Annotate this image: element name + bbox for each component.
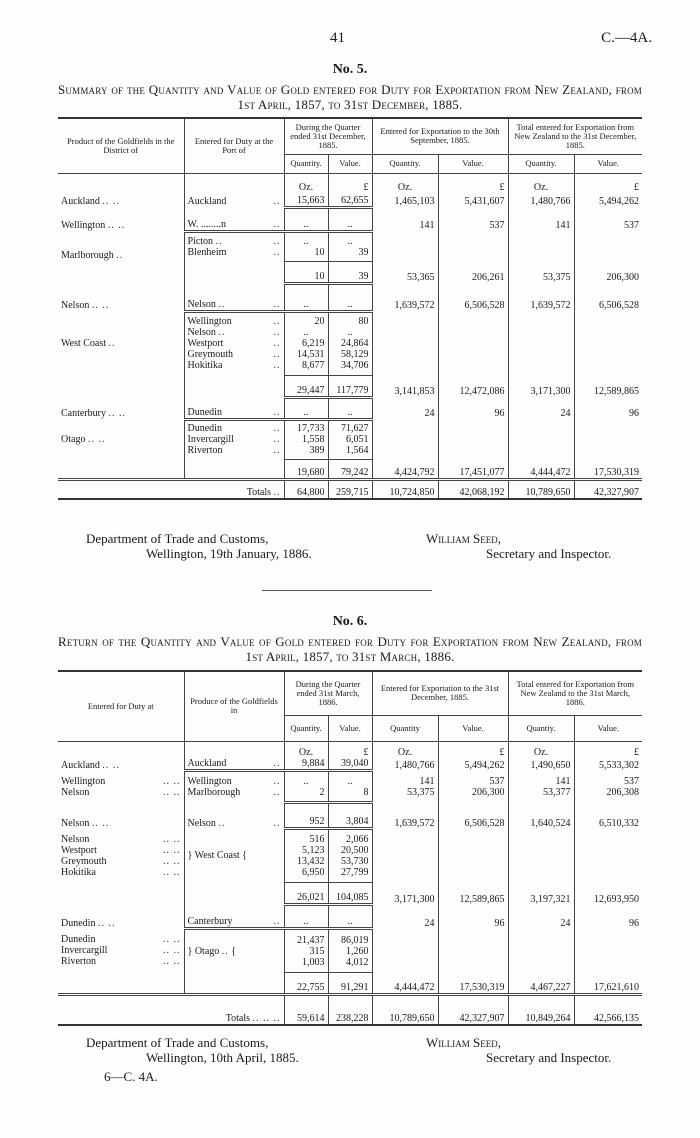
totals-row: Totals .. 64,800 259,715 10,724,850 42,068,192 10,789,650 42,327,907 bbox=[58, 479, 642, 499]
table-row: Canterbury .. .. Dunedin .. .. .. 24 96 24 96 bbox=[58, 397, 642, 419]
signatory bbox=[426, 1035, 611, 1065]
cell-qty: 24 bbox=[372, 397, 438, 419]
unit-label: Oz. bbox=[508, 741, 574, 758]
col-header-val: Value. bbox=[438, 715, 508, 741]
col-header-total: Total entered for Exportation from New Zealand to the 31st December, 1885. bbox=[508, 118, 642, 154]
cell-val: 12,589,865 bbox=[574, 375, 642, 397]
col-header-qty: Quantity. bbox=[284, 154, 328, 173]
col-header-qty: Quantiy. bbox=[508, 715, 574, 741]
goldfield-name: Canterbury bbox=[187, 916, 233, 927]
table-row: West Coast .. Wellington .. Nelson .. .. Westport .. Greymouth .. Hokitika .. 20 .. 6,219 14,531 8,677 80 .. 24,864 58,129 34,706 bbox=[58, 311, 642, 375]
subtotal-row bbox=[58, 261, 642, 283]
total-val: 42,327,907 bbox=[438, 995, 508, 1025]
cell-val: .. bbox=[328, 905, 372, 929]
cell-qty: .. bbox=[303, 775, 309, 787]
department: Department of Trade and Customs, bbox=[86, 1035, 269, 1050]
col-header-qty: Quantity bbox=[372, 715, 438, 741]
cell-qty: 8,677 bbox=[302, 360, 325, 371]
cell-val: 5,431,607 bbox=[438, 193, 508, 207]
port-name: Blenheim bbox=[187, 246, 227, 258]
table-row: Dunedin .. .. Canterbury .. .. .. 24 96 24 96 bbox=[58, 905, 642, 929]
unit-label: Oz. bbox=[284, 173, 328, 193]
units-row bbox=[58, 741, 642, 758]
total-qty: 10,724,850 bbox=[372, 479, 438, 499]
place-date: Wellington, 10th April, 1885. bbox=[146, 1050, 299, 1065]
cell-qty: 2 bbox=[319, 786, 325, 798]
section-divider bbox=[262, 590, 432, 591]
port-name: Westport bbox=[187, 338, 224, 350]
cell-qty: 141 bbox=[372, 207, 438, 231]
district-name: Nelson bbox=[61, 300, 90, 311]
col-header-port: Entered for Duty at the Port of bbox=[184, 118, 284, 173]
cell-val: 58,129 bbox=[341, 349, 369, 360]
unit-label: £ bbox=[574, 173, 642, 193]
signatory-name: William Seed, bbox=[426, 1035, 501, 1050]
port-name: Invercargill bbox=[187, 434, 234, 446]
cell-qty: 952 bbox=[284, 803, 328, 829]
port-name: Nelson bbox=[61, 817, 90, 829]
summary-table bbox=[58, 117, 642, 500]
cell-qty: .. bbox=[303, 327, 309, 338]
table-number: No. 6. bbox=[332, 614, 368, 629]
unit-label: Oz. bbox=[284, 741, 328, 758]
cell-val: 86,019 bbox=[341, 934, 369, 946]
district-name: Canterbury bbox=[61, 408, 106, 419]
cell-qty: 1,639,572 bbox=[372, 283, 438, 311]
port-name: Wellington bbox=[61, 775, 106, 787]
cell-val: 24,864 bbox=[341, 338, 369, 349]
port-name: Auckland bbox=[187, 196, 227, 207]
port-name: Riverton bbox=[61, 956, 96, 967]
cell-qty: 4,444,472 bbox=[508, 459, 574, 479]
district-name: Marlborough bbox=[61, 250, 114, 261]
cell-val: 34,706 bbox=[341, 360, 369, 371]
cell-val: 537 bbox=[489, 775, 505, 787]
col-header-entered: Entered for Exportation to the 31st December, 1885. bbox=[372, 671, 508, 715]
cell-qty: 1,480,766 bbox=[372, 758, 438, 771]
place-date: Wellington, 19th January, 1886. bbox=[146, 546, 312, 561]
district-name: Auckland bbox=[61, 196, 100, 207]
cell-qty: 24 bbox=[508, 905, 574, 929]
signatory bbox=[426, 531, 611, 561]
unit-label: Oz. bbox=[372, 173, 438, 193]
port-name: Greymouth bbox=[187, 349, 234, 361]
col-header-qty: Quantity. bbox=[284, 715, 328, 741]
table-row: Otago .. .. Dunedin .. Invercargill .. Riverton .. 17,733 1,558 389 71,627 6,051 1,564 bbox=[58, 419, 642, 459]
cell-qty: 1,639,572 bbox=[508, 283, 574, 311]
col-header-product: Product of the Goldfields in the District of bbox=[67, 135, 175, 155]
port-name: Dunedin bbox=[61, 934, 96, 945]
cell-qty: 14,531 bbox=[297, 349, 325, 360]
cell-val: .. bbox=[347, 775, 353, 787]
totals-label: Totals bbox=[246, 487, 271, 498]
cell-qty: 516 bbox=[309, 834, 325, 845]
units-row bbox=[58, 173, 642, 193]
cell-qty: 141 bbox=[555, 775, 571, 787]
page-header bbox=[0, 30, 700, 50]
total-qty: 10,849,264 bbox=[508, 995, 574, 1025]
port-name: Greymouth bbox=[61, 855, 107, 867]
cell-qty: 17,733 bbox=[297, 423, 325, 434]
cell-qty: 315 bbox=[309, 945, 325, 957]
col-header-quarter: During the Quarter ended 31st December, 1885. bbox=[284, 118, 372, 154]
goldfield-name: Auckland bbox=[187, 758, 227, 769]
cell-val: 5,494,262 bbox=[574, 193, 642, 207]
department: Department of Trade and Customs, bbox=[86, 531, 269, 546]
subtotal-val: 104,085 bbox=[328, 883, 372, 905]
cell-val: 12,693,950 bbox=[574, 883, 642, 905]
cell-qty: .. bbox=[284, 905, 328, 929]
subtotal-qty: 22,755 bbox=[284, 973, 328, 995]
cell-val: 537 bbox=[438, 207, 508, 231]
cell-val: 537 bbox=[624, 775, 639, 787]
total-qty: 10,789,650 bbox=[372, 995, 438, 1025]
port-name: Nelson bbox=[61, 833, 90, 845]
cell-qty: .. bbox=[284, 283, 328, 311]
subtotal-qty: 10 bbox=[284, 261, 328, 283]
port-name: Nelson bbox=[61, 786, 90, 798]
subtotal-row bbox=[58, 883, 642, 905]
cell-val: 206,308 bbox=[606, 786, 639, 798]
cell-val: 53,730 bbox=[341, 856, 369, 867]
cell-qty: 1,480,766 bbox=[508, 193, 574, 207]
port-name: Dunedin bbox=[61, 917, 96, 929]
cell-qty: 1,490,650 bbox=[508, 758, 574, 771]
port-name: Auckland bbox=[61, 759, 100, 771]
port-name: Nelson bbox=[187, 298, 216, 310]
footer-reference: 6—C. 4A. bbox=[104, 1069, 158, 1084]
district-name: Otago bbox=[61, 433, 86, 445]
port-name: Picton bbox=[187, 235, 214, 247]
cell-val: 62,655 bbox=[328, 193, 372, 207]
table-row: Marlborough .. Picton .. .. Blenheim .. .. 10 .. 39 bbox=[58, 231, 642, 261]
cell-qty: 3,171,300 bbox=[372, 883, 438, 905]
signatory-name: William Seed, bbox=[426, 531, 501, 546]
subtotal-qty: 29,447 bbox=[284, 375, 328, 397]
cell-val: 5,533,302 bbox=[574, 758, 642, 771]
total-qty: 10,789,650 bbox=[508, 479, 574, 499]
cell-val: 1,260 bbox=[346, 945, 369, 957]
goldfield-name: Wellington bbox=[187, 776, 232, 788]
cell-val: 8 bbox=[363, 786, 369, 798]
total-val: 42,327,907 bbox=[574, 479, 642, 499]
table-header bbox=[58, 671, 642, 715]
unit-label: £ bbox=[438, 741, 508, 758]
return-table bbox=[58, 670, 642, 1026]
unit-label: £ bbox=[438, 173, 508, 193]
cell-qty: .. bbox=[284, 207, 328, 231]
cell-val: .. bbox=[328, 283, 372, 311]
col-header-port: Entered for Duty at bbox=[87, 700, 154, 711]
document-reference: C.—4A. bbox=[601, 30, 652, 46]
subtotal-qty: 19,680 bbox=[284, 459, 328, 479]
cell-qty: 24 bbox=[372, 905, 438, 929]
cell-val: 80 bbox=[358, 316, 369, 327]
subtotal-val: 39 bbox=[328, 261, 372, 283]
cell-qty: 13,432 bbox=[297, 856, 325, 867]
col-header-val: Value. bbox=[574, 715, 642, 741]
cell-val: 17,621,610 bbox=[574, 973, 642, 995]
cell-qty: 53,365 bbox=[372, 261, 438, 283]
cell-val: 20,500 bbox=[341, 845, 369, 856]
cell-qty: 53,375 bbox=[407, 786, 435, 798]
cell-val: 6,506,528 bbox=[574, 283, 642, 311]
table-title: Return of the Quantity and Value of Gold entered for Duty for Exportation from New Zealand, from 1st April, 1857, to 31st March, 1886. bbox=[58, 634, 642, 664]
subtotal-val: 79,242 bbox=[328, 459, 372, 479]
cell-val: 206,300 bbox=[574, 261, 642, 283]
subtotal-row bbox=[58, 375, 642, 397]
subtotal-val: 117,779 bbox=[328, 375, 372, 397]
totals-row: Totals .. .. .. 59,614 238,228 10,789,650 42,327,907 10,849,264 42,566,135 bbox=[58, 995, 642, 1025]
cell-qty: 21,437 bbox=[297, 934, 325, 946]
port-name: Invercargill bbox=[61, 945, 108, 956]
cell-qty: 53,377 bbox=[543, 786, 571, 798]
table-title: Summary of the Quantity and Value of Gold entered for Duty for Exportation from New Zealand, from 1st April, 1857, to 31st December, 1885. bbox=[58, 82, 642, 112]
table-row: Wellington .. .. W. ........n .. .. .. 141 537 141 537 bbox=[58, 207, 642, 231]
cell-qty: 389 bbox=[309, 445, 325, 456]
table-number: No. 5. bbox=[332, 62, 368, 77]
table-row: Auckland .. .. Auckland .. 15,663 62,655 1,465,103 5,431,607 1,480,766 5,494,262 bbox=[58, 193, 642, 207]
cell-qty: 4,467,227 bbox=[508, 973, 574, 995]
cell-val: 39,040 bbox=[328, 758, 372, 771]
cell-qty: 4,444,472 bbox=[372, 973, 438, 995]
total-val: 259,715 bbox=[328, 479, 372, 499]
cell-qty: 6,950 bbox=[302, 867, 325, 878]
col-header-val: Value. bbox=[328, 715, 372, 741]
unit-label: £ bbox=[328, 741, 372, 758]
cell-qty: 20 bbox=[314, 316, 325, 327]
cell-val: 96 bbox=[574, 397, 642, 419]
table-header bbox=[58, 118, 642, 154]
cell-val: .. bbox=[328, 207, 372, 231]
table-row: Nelson .. .. Nelson .. .. .. .. 1,639,572 6,506,528 1,639,572 6,506,528 bbox=[58, 283, 642, 311]
table-row: Dunedin .. .. Invercargill .. .. Riverton .. .. } Otago .. { 21,437 315 1,003 86,019 1,260 4,012 bbox=[58, 929, 642, 973]
table-row: Nelson .. .. Westport .. .. Greymouth .. .. Hokitika .. .. } West Coast { 516 5,123 13,432 6,950 2,066 20,500 53,730 27,799 bbox=[58, 829, 642, 883]
cell-qty: 1,639,572 bbox=[372, 803, 438, 829]
goldfield-name: Nelson bbox=[187, 817, 216, 829]
cell-val: 17,530,319 bbox=[574, 459, 642, 479]
cell-val: 6,506,528 bbox=[438, 803, 508, 829]
district-name: Wellington bbox=[61, 220, 106, 231]
cell-val: .. bbox=[328, 397, 372, 419]
cell-qty: 1,558 bbox=[302, 434, 325, 445]
table-row: Wellington .. .. Nelson .. .. Wellington .. Marlborough .. .. 2 .. 8 141 53,375 537 206,300 141 53,377 537 206,308 bbox=[58, 771, 642, 803]
goldfield-name: West Coast bbox=[194, 850, 240, 861]
goldfield-name: Otago bbox=[194, 945, 220, 957]
cell-val: 12,589,865 bbox=[438, 883, 508, 905]
cell-val: 17,530,319 bbox=[438, 973, 508, 995]
cell-qty: .. bbox=[284, 397, 328, 419]
page-number: 41 bbox=[330, 30, 345, 46]
total-val: 238,228 bbox=[328, 995, 372, 1025]
cell-qty: 1,003 bbox=[302, 956, 325, 968]
cell-val: .. bbox=[347, 235, 353, 247]
port-name: Nelson bbox=[187, 327, 216, 339]
cell-qty: 4,424,792 bbox=[372, 459, 438, 479]
cell-val: 206,300 bbox=[472, 786, 505, 798]
total-val: 42,566,135 bbox=[574, 995, 642, 1025]
cell-qty: 5,123 bbox=[302, 845, 325, 856]
port-name: Westport bbox=[61, 844, 97, 856]
unit-label: Oz. bbox=[508, 173, 574, 193]
cell-val: 96 bbox=[574, 905, 642, 929]
cell-val: 96 bbox=[438, 905, 508, 929]
cell-val: 39 bbox=[358, 246, 369, 258]
cell-qty: 9,884 bbox=[284, 758, 328, 771]
col-header-val: Value. bbox=[438, 154, 508, 173]
cell-qty: 3,197,321 bbox=[508, 883, 574, 905]
cell-qty: .. bbox=[303, 235, 309, 247]
cell-qty: 6,219 bbox=[302, 338, 325, 349]
cell-val: 4,012 bbox=[346, 956, 369, 968]
totals-label: Totals bbox=[225, 1012, 250, 1024]
unit-label: £ bbox=[574, 741, 642, 758]
cell-val: 96 bbox=[438, 397, 508, 419]
cell-val: 206,261 bbox=[438, 261, 508, 283]
cell-qty: 15,663 bbox=[284, 193, 328, 207]
subtotal-row bbox=[58, 973, 642, 995]
cell-qty: 24 bbox=[508, 397, 574, 419]
cell-qty: 10 bbox=[314, 246, 325, 258]
table-row: Auckland .. .. Auckland .. 9,884 39,040 1,480,766 5,494,262 1,490,650 5,533,302 bbox=[58, 758, 642, 771]
cell-val: 6,510,332 bbox=[574, 803, 642, 829]
total-val: 42,068,192 bbox=[438, 479, 508, 499]
cell-qty: 3,141,853 bbox=[372, 375, 438, 397]
col-header-quarter: During the Quarter ended 31st March, 1886. bbox=[284, 671, 372, 715]
signatory-title: Secretary and Inspector. bbox=[486, 546, 612, 561]
cell-val: 27,799 bbox=[341, 867, 369, 878]
cell-qty: 141 bbox=[419, 775, 435, 787]
cell-val: 17,451,077 bbox=[438, 459, 508, 479]
col-header-entered: Entered for Exportation to the 30th September, 1885. bbox=[372, 118, 508, 154]
cell-qty: 53,375 bbox=[508, 261, 574, 283]
unit-label: £ bbox=[328, 173, 372, 193]
unit-label: Oz. bbox=[372, 741, 438, 758]
cell-val: 71,627 bbox=[341, 423, 369, 434]
signature-block bbox=[86, 1035, 299, 1065]
cell-val: 6,051 bbox=[346, 434, 369, 445]
goldfield-name: Marlborough bbox=[187, 787, 241, 799]
total-qty: 64,800 bbox=[284, 479, 328, 499]
cell-qty: 1,640,524 bbox=[508, 803, 574, 829]
port-name: W. ........n bbox=[187, 218, 227, 230]
col-header-val: Value. bbox=[328, 154, 372, 173]
cell-val: 2,066 bbox=[346, 834, 369, 845]
cell-val: 3,804 bbox=[328, 803, 372, 829]
signatory-title: Secretary and Inspector. bbox=[486, 1050, 612, 1065]
cell-val: 537 bbox=[574, 207, 642, 231]
port-name: Riverton bbox=[187, 445, 223, 457]
col-header-qty: Quantity. bbox=[372, 154, 438, 173]
cell-qty: 141 bbox=[508, 207, 574, 231]
district-name: West Coast bbox=[61, 337, 107, 349]
subtotal-qty: 26,021 bbox=[284, 883, 328, 905]
port-name: Hokitika bbox=[61, 866, 96, 878]
cell-qty: 3,171,300 bbox=[508, 375, 574, 397]
cell-val: .. bbox=[347, 327, 353, 338]
cell-val: 6,506,528 bbox=[438, 283, 508, 311]
col-header-product: Produce of the Goldfields in bbox=[184, 671, 284, 741]
col-header-val: Value. bbox=[574, 154, 642, 173]
port-name: Dunedin bbox=[187, 423, 222, 435]
cell-val: 5,494,262 bbox=[438, 758, 508, 771]
table-row: Nelson .. .. Nelson .. .. 952 3,804 1,639,572 6,506,528 1,640,524 6,510,332 bbox=[58, 803, 642, 829]
col-header-total: Total entered for Exportation from New Zealand to the 31st March, 1886. bbox=[508, 671, 642, 715]
cell-val: 12,472,086 bbox=[438, 375, 508, 397]
port-name: Dunedin bbox=[187, 406, 222, 418]
subtotal-row bbox=[58, 459, 642, 479]
port-name: Hokitika bbox=[187, 360, 223, 372]
col-header-qty: Quantity. bbox=[508, 154, 574, 173]
subtotal-val: 91,291 bbox=[328, 973, 372, 995]
total-qty: 59,614 bbox=[284, 995, 328, 1025]
signature-block bbox=[86, 531, 312, 561]
port-name: Wellington bbox=[187, 316, 232, 328]
cell-qty: 1,465,103 bbox=[372, 193, 438, 207]
cell-val: 1,564 bbox=[346, 445, 369, 456]
